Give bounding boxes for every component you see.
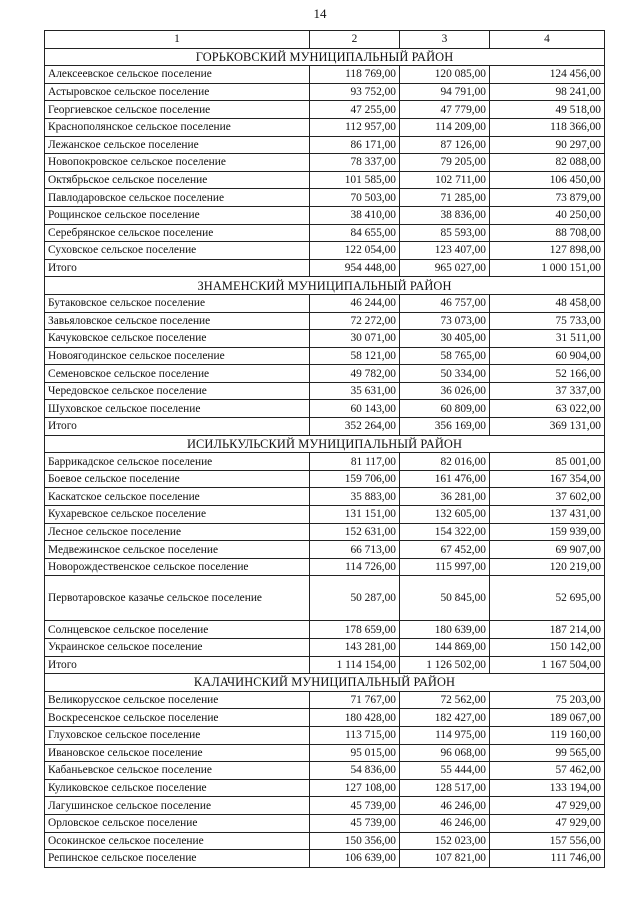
amount-col-4: 48 458,00 <box>490 294 605 312</box>
amount-col-3: 102 711,00 <box>400 171 490 189</box>
table-row <box>45 400 605 418</box>
amount-col-2: 954 448,00 <box>310 259 400 277</box>
amount-col-2: 84 655,00 <box>310 224 400 242</box>
amount-col-4: 85 001,00 <box>490 453 605 471</box>
amount-col-2: 352 264,00 <box>310 418 400 436</box>
amount-col-4: 189 067,00 <box>490 709 605 727</box>
amount-col-3: 36 026,00 <box>400 382 490 400</box>
amount-col-3: 47 779,00 <box>400 101 490 119</box>
amount-col-2: 159 706,00 <box>310 470 400 488</box>
settlement-name: Итого <box>45 418 310 436</box>
amount-col-2: 152 631,00 <box>310 523 400 541</box>
page-number: 14 <box>313 6 327 21</box>
table-row <box>45 101 605 119</box>
amount-col-3: 152 023,00 <box>400 832 490 850</box>
amount-col-4: 82 088,00 <box>490 154 605 172</box>
total-row <box>45 656 605 674</box>
amount-col-4: 157 556,00 <box>490 832 605 850</box>
amount-col-2: 106 639,00 <box>310 850 400 868</box>
amount-col-2: 81 117,00 <box>310 453 400 471</box>
table-row <box>45 365 605 383</box>
amount-col-3: 85 593,00 <box>400 224 490 242</box>
settlement-name: Новорождественское сельское поселение <box>45 558 310 576</box>
amount-col-2: 38 410,00 <box>310 206 400 224</box>
column-header-4: 4 <box>490 31 605 49</box>
section-title: ИСИЛЬКУЛЬСКИЙ МУНИЦИПАЛЬНЫЙ РАЙОН <box>45 435 605 453</box>
column-header-1: 1 <box>45 31 310 49</box>
settlements-table <box>44 30 605 868</box>
table-row <box>45 691 605 709</box>
amount-col-2: 49 782,00 <box>310 365 400 383</box>
amount-col-4: 40 250,00 <box>490 206 605 224</box>
table-row <box>45 154 605 172</box>
settlement-name: Боевое сельское поселение <box>45 470 310 488</box>
settlement-name: Великорусское сельское поселение <box>45 691 310 709</box>
amount-col-4: 137 431,00 <box>490 506 605 524</box>
amount-col-3: 46 246,00 <box>400 797 490 815</box>
amount-col-2: 113 715,00 <box>310 726 400 744</box>
table-row <box>45 118 605 136</box>
settlement-name: Алексеевское сельское поселение <box>45 66 310 84</box>
settlement-name: Медвежинское сельское поселение <box>45 541 310 559</box>
table-row <box>45 779 605 797</box>
table-row <box>45 541 605 559</box>
settlement-name: Каскатское сельское поселение <box>45 488 310 506</box>
amount-col-3: 161 476,00 <box>400 470 490 488</box>
amount-col-2: 143 281,00 <box>310 639 400 657</box>
amount-col-4: 47 929,00 <box>490 797 605 815</box>
settlement-name: Итого <box>45 656 310 674</box>
amount-col-2: 112 957,00 <box>310 118 400 136</box>
amount-col-3: 79 205,00 <box>400 154 490 172</box>
amount-col-2: 71 767,00 <box>310 691 400 709</box>
table-row <box>45 850 605 868</box>
amount-col-2: 93 752,00 <box>310 83 400 101</box>
amount-col-4: 1 000 151,00 <box>490 259 605 277</box>
amount-col-2: 131 151,00 <box>310 506 400 524</box>
amount-col-3: 71 285,00 <box>400 189 490 207</box>
amount-col-3: 180 639,00 <box>400 621 490 639</box>
amount-col-2: 47 255,00 <box>310 101 400 119</box>
table-row <box>45 576 605 621</box>
table-row <box>45 523 605 541</box>
amount-col-2: 178 659,00 <box>310 621 400 639</box>
settlement-name: Первотаровское казачье сельское поселение <box>45 576 310 621</box>
amount-col-3: 60 809,00 <box>400 400 490 418</box>
amount-col-4: 73 879,00 <box>490 189 605 207</box>
amount-col-3: 965 027,00 <box>400 259 490 277</box>
amount-col-3: 1 126 502,00 <box>400 656 490 674</box>
settlement-name: Украинское сельское поселение <box>45 639 310 657</box>
settlement-name: Кабаньевское сельское поселение <box>45 762 310 780</box>
section-title: КАЛАЧИНСКИЙ МУНИЦИПАЛЬНЫЙ РАЙОН <box>45 674 605 692</box>
amount-col-3: 154 322,00 <box>400 523 490 541</box>
table-row <box>45 330 605 348</box>
amount-col-4: 88 708,00 <box>490 224 605 242</box>
amount-col-4: 1 167 504,00 <box>490 656 605 674</box>
amount-col-4: 124 456,00 <box>490 66 605 84</box>
amount-col-2: 72 272,00 <box>310 312 400 330</box>
table-row <box>45 621 605 639</box>
settlement-name: Лесное сельское поселение <box>45 523 310 541</box>
table-row <box>45 558 605 576</box>
settlement-name: Октябрьское сельское поселение <box>45 171 310 189</box>
settlement-name: Георгиевское сельское поселение <box>45 101 310 119</box>
amount-col-2: 101 585,00 <box>310 171 400 189</box>
table-row <box>45 66 605 84</box>
settlement-name: Воскресенское сельское поселение <box>45 709 310 727</box>
table-row <box>45 312 605 330</box>
amount-col-3: 115 997,00 <box>400 558 490 576</box>
amount-col-3: 46 246,00 <box>400 814 490 832</box>
amount-col-2: 58 121,00 <box>310 347 400 365</box>
settlement-name: Серебрянское сельское поселение <box>45 224 310 242</box>
table-row <box>45 470 605 488</box>
settlement-name: Краснополянское сельское поселение <box>45 118 310 136</box>
table-body <box>45 31 605 868</box>
amount-col-4: 75 733,00 <box>490 312 605 330</box>
settlement-name: Глуховское сельское поселение <box>45 726 310 744</box>
settlement-name: Ивановское сельское поселение <box>45 744 310 762</box>
amount-col-3: 356 169,00 <box>400 418 490 436</box>
settlement-name: Лагушинское сельское поселение <box>45 797 310 815</box>
section-header-row <box>45 435 605 453</box>
settlement-name: Рощинское сельское поселение <box>45 206 310 224</box>
settlement-name: Итого <box>45 259 310 277</box>
amount-col-4: 63 022,00 <box>490 400 605 418</box>
amount-col-3: 38 836,00 <box>400 206 490 224</box>
settlement-name: Качуковское сельское поселение <box>45 330 310 348</box>
table-row <box>45 294 605 312</box>
amount-col-2: 35 631,00 <box>310 382 400 400</box>
amount-col-3: 107 821,00 <box>400 850 490 868</box>
settlement-name: Осокинское сельское поселение <box>45 832 310 850</box>
amount-col-3: 87 126,00 <box>400 136 490 154</box>
amount-col-2: 35 883,00 <box>310 488 400 506</box>
amount-col-4: 120 219,00 <box>490 558 605 576</box>
amount-col-2: 78 337,00 <box>310 154 400 172</box>
amount-col-4: 52 166,00 <box>490 365 605 383</box>
amount-col-3: 50 845,00 <box>400 576 490 621</box>
amount-col-4: 75 203,00 <box>490 691 605 709</box>
settlement-name: Солнцевское сельское поселение <box>45 621 310 639</box>
settlement-name: Чередовское сельское поселение <box>45 382 310 400</box>
table-row <box>45 83 605 101</box>
table-row <box>45 347 605 365</box>
section-header-row <box>45 674 605 692</box>
settlement-name: Новоягодинское сельское поселение <box>45 347 310 365</box>
column-header-3: 3 <box>400 31 490 49</box>
settlement-name: Куликовское сельское поселение <box>45 779 310 797</box>
amount-col-3: 50 334,00 <box>400 365 490 383</box>
amount-col-2: 122 054,00 <box>310 242 400 260</box>
amount-col-4: 90 297,00 <box>490 136 605 154</box>
amount-col-3: 46 757,00 <box>400 294 490 312</box>
section-title: ЗНАМЕНСКИЙ МУНИЦИПАЛЬНЫЙ РАЙОН <box>45 277 605 295</box>
amount-col-2: 30 071,00 <box>310 330 400 348</box>
table-row <box>45 171 605 189</box>
amount-col-4: 150 142,00 <box>490 639 605 657</box>
amount-col-2: 150 356,00 <box>310 832 400 850</box>
amount-col-4: 47 929,00 <box>490 814 605 832</box>
settlement-name: Новопокровское сельское поселение <box>45 154 310 172</box>
table-row <box>45 453 605 471</box>
settlement-name: Лежанское сельское поселение <box>45 136 310 154</box>
table-row <box>45 744 605 762</box>
amount-col-3: 94 791,00 <box>400 83 490 101</box>
amount-col-3: 55 444,00 <box>400 762 490 780</box>
settlement-name: Репинское сельское поселение <box>45 850 310 868</box>
amount-col-3: 114 209,00 <box>400 118 490 136</box>
amount-col-4: 133 194,00 <box>490 779 605 797</box>
column-header-row <box>45 31 605 49</box>
amount-col-3: 58 765,00 <box>400 347 490 365</box>
settlement-name: Шуховское сельское поселение <box>45 400 310 418</box>
settlement-name: Семеновское сельское поселение <box>45 365 310 383</box>
table-row <box>45 506 605 524</box>
amount-col-2: 86 171,00 <box>310 136 400 154</box>
amount-col-4: 52 695,00 <box>490 576 605 621</box>
amount-col-4: 31 511,00 <box>490 330 605 348</box>
amount-col-4: 99 565,00 <box>490 744 605 762</box>
amount-col-4: 127 898,00 <box>490 242 605 260</box>
amount-col-4: 98 241,00 <box>490 83 605 101</box>
amount-col-4: 187 214,00 <box>490 621 605 639</box>
settlement-name: Суховское сельское поселение <box>45 242 310 260</box>
section-header-row <box>45 277 605 295</box>
amount-col-3: 144 869,00 <box>400 639 490 657</box>
amount-col-3: 67 452,00 <box>400 541 490 559</box>
amount-col-3: 36 281,00 <box>400 488 490 506</box>
amount-col-3: 72 562,00 <box>400 691 490 709</box>
settlement-name: Павлодаровское сельское поселение <box>45 189 310 207</box>
amount-col-3: 182 427,00 <box>400 709 490 727</box>
amount-col-2: 127 108,00 <box>310 779 400 797</box>
amount-col-3: 128 517,00 <box>400 779 490 797</box>
amount-col-3: 82 016,00 <box>400 453 490 471</box>
table-row <box>45 797 605 815</box>
amount-col-4: 57 462,00 <box>490 762 605 780</box>
amount-col-4: 369 131,00 <box>490 418 605 436</box>
settlement-name: Кухаревское сельское поселение <box>45 506 310 524</box>
amount-col-4: 37 337,00 <box>490 382 605 400</box>
table-row <box>45 189 605 207</box>
table-row <box>45 382 605 400</box>
amount-col-4: 111 746,00 <box>490 850 605 868</box>
table-row <box>45 762 605 780</box>
amount-col-2: 45 739,00 <box>310 814 400 832</box>
amount-col-2: 1 114 154,00 <box>310 656 400 674</box>
table-row <box>45 832 605 850</box>
amount-col-3: 123 407,00 <box>400 242 490 260</box>
amount-col-4: 167 354,00 <box>490 470 605 488</box>
total-row <box>45 259 605 277</box>
amount-col-2: 66 713,00 <box>310 541 400 559</box>
amount-col-4: 49 518,00 <box>490 101 605 119</box>
section-header-row <box>45 48 605 66</box>
settlement-name: Завьяловское сельское поселение <box>45 312 310 330</box>
amount-col-3: 120 085,00 <box>400 66 490 84</box>
amount-col-3: 73 073,00 <box>400 312 490 330</box>
settlement-name: Орловское сельское поселение <box>45 814 310 832</box>
amount-col-2: 50 287,00 <box>310 576 400 621</box>
amount-col-4: 60 904,00 <box>490 347 605 365</box>
table-row <box>45 709 605 727</box>
amount-col-4: 119 160,00 <box>490 726 605 744</box>
amount-col-2: 118 769,00 <box>310 66 400 84</box>
table-row <box>45 726 605 744</box>
amount-col-3: 30 405,00 <box>400 330 490 348</box>
table-row <box>45 206 605 224</box>
table-row <box>45 639 605 657</box>
amount-col-2: 70 503,00 <box>310 189 400 207</box>
column-header-2: 2 <box>310 31 400 49</box>
table-row <box>45 136 605 154</box>
amount-col-2: 54 836,00 <box>310 762 400 780</box>
amount-col-2: 114 726,00 <box>310 558 400 576</box>
settlement-name: Астыровское сельское поселение <box>45 83 310 101</box>
amount-col-2: 95 015,00 <box>310 744 400 762</box>
section-title: ГОРЬКОВСКИЙ МУНИЦИПАЛЬНЫЙ РАЙОН <box>45 48 605 66</box>
amount-col-2: 46 244,00 <box>310 294 400 312</box>
total-row <box>45 418 605 436</box>
amount-col-4: 159 939,00 <box>490 523 605 541</box>
settlement-name: Бутаковское сельское поселение <box>45 294 310 312</box>
amount-col-2: 180 428,00 <box>310 709 400 727</box>
amount-col-3: 96 068,00 <box>400 744 490 762</box>
table-row <box>45 242 605 260</box>
amount-col-4: 69 907,00 <box>490 541 605 559</box>
table-row <box>45 488 605 506</box>
table-row <box>45 224 605 242</box>
table-row <box>45 814 605 832</box>
settlement-name: Баррикадское сельское поселение <box>45 453 310 471</box>
amount-col-3: 132 605,00 <box>400 506 490 524</box>
amount-col-2: 45 739,00 <box>310 797 400 815</box>
amount-col-4: 118 366,00 <box>490 118 605 136</box>
amount-col-2: 60 143,00 <box>310 400 400 418</box>
amount-col-3: 114 975,00 <box>400 726 490 744</box>
amount-col-4: 37 602,00 <box>490 488 605 506</box>
amount-col-4: 106 450,00 <box>490 171 605 189</box>
